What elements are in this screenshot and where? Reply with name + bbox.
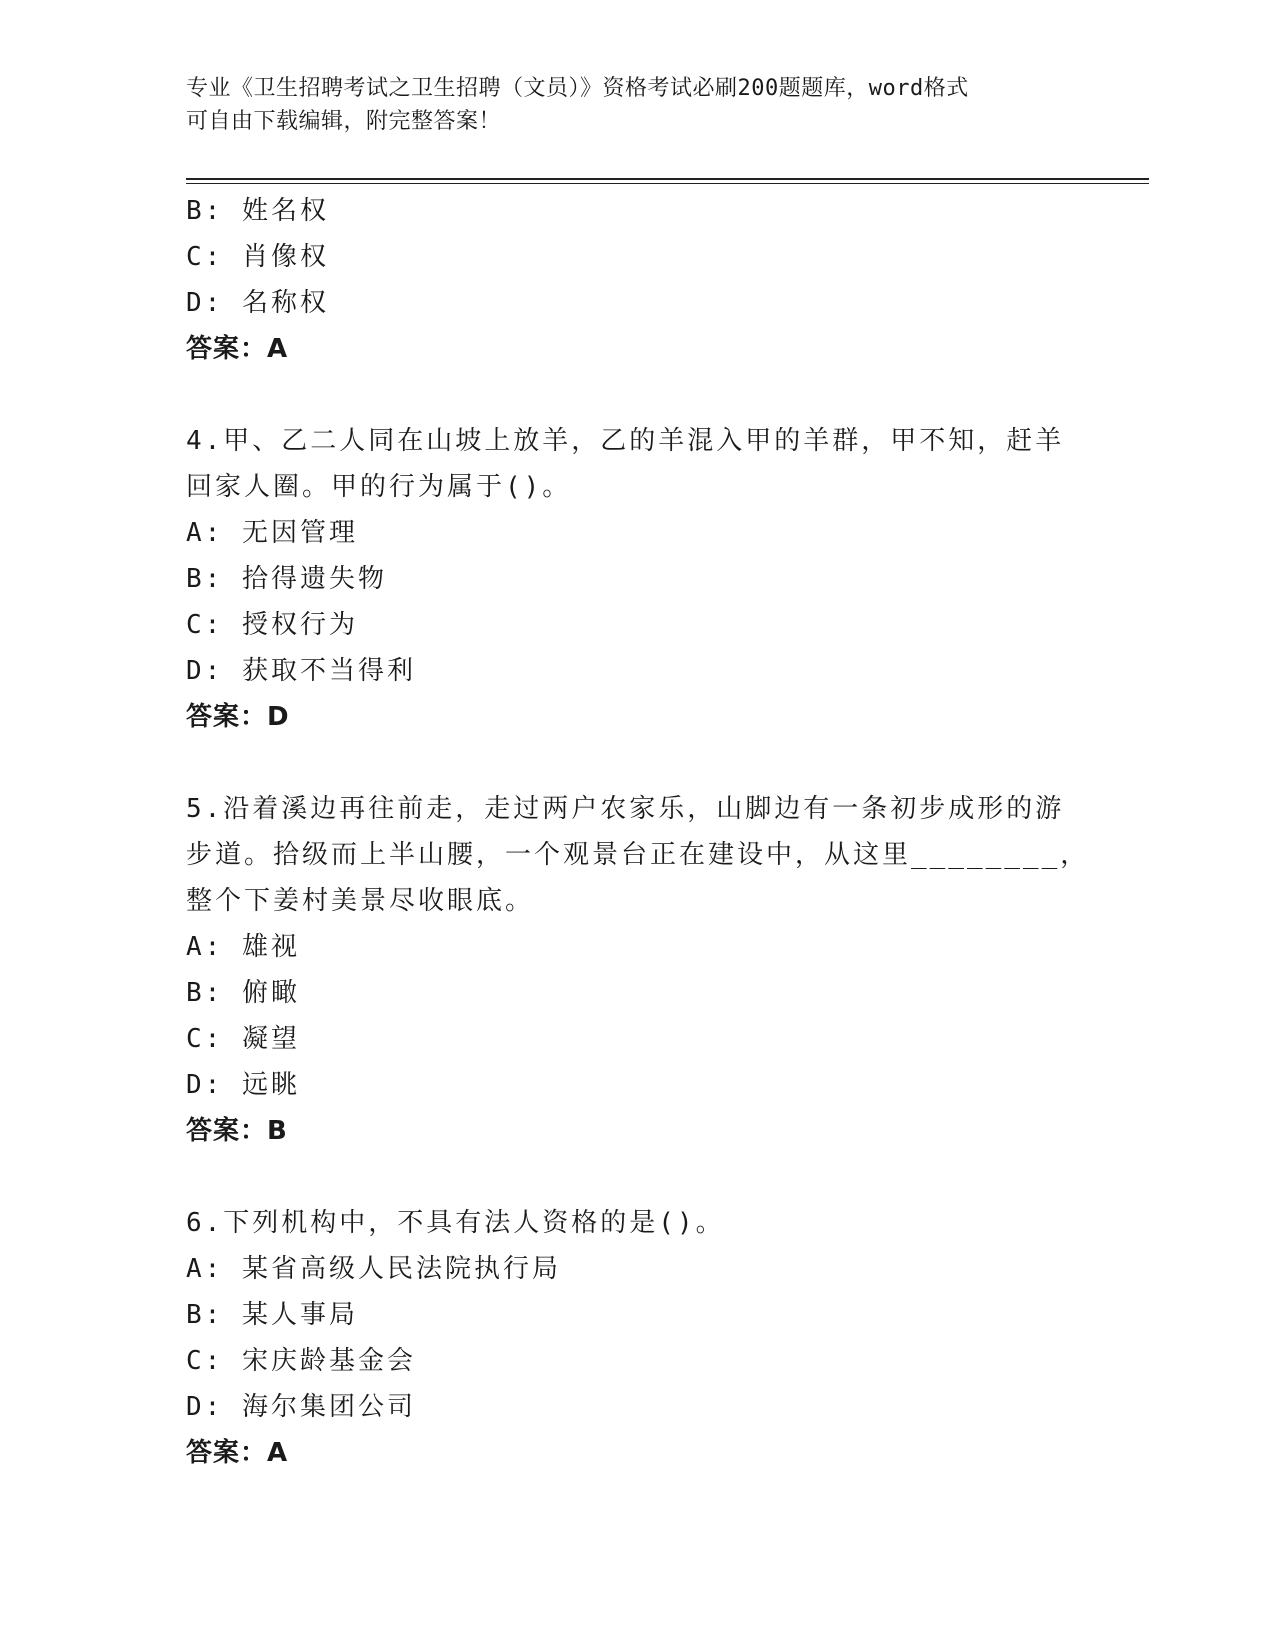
spacer <box>186 740 1086 786</box>
spacer <box>186 372 1086 418</box>
option-b: B: 姓名权 <box>186 196 329 226</box>
question-stem-line: 回家人圈。甲的行为属于()。 <box>186 472 572 502</box>
option-a: A: 某省高级人民法院执行局 <box>186 1254 561 1284</box>
question-3-continued <box>186 188 1086 372</box>
header-line-1: 专业《卫生招聘考试之卫生招聘（文员）》资格考试必刷200题题库，word格式 <box>186 76 969 101</box>
answer-line: 答案：D <box>186 702 290 732</box>
document-body <box>186 188 1090 1476</box>
option-c: C: 授权行为 <box>186 610 358 640</box>
option-c: C: 肖像权 <box>186 242 329 272</box>
option-d: D: 远眺 <box>186 1070 300 1100</box>
option-c: C: 凝望 <box>186 1024 300 1054</box>
question-stem-line: 整个下姜村美景尽收眼底。 <box>186 886 535 916</box>
answer-line: 答案：B <box>186 1116 288 1146</box>
option-b: B: 拾得遗失物 <box>186 564 387 594</box>
option-a: A: 无因管理 <box>186 518 358 548</box>
header-line-2: 可自由下载编辑，附完整答案！ <box>186 109 502 134</box>
question-5 <box>186 786 1090 1154</box>
option-b: B: 俯瞰 <box>186 978 300 1008</box>
option-b: B: 某人事局 <box>186 1300 358 1330</box>
header-divider-thin <box>186 183 1149 184</box>
option-d: D: 名称权 <box>186 288 329 318</box>
question-stem-line: 6.下列机构中，不具有法人资格的是()。 <box>186 1208 725 1238</box>
answer-line: 答案：A <box>186 334 289 364</box>
option-a: A: 雄视 <box>186 932 300 962</box>
option-c: C: 宋庆龄基金会 <box>186 1346 416 1376</box>
option-d: D: 获取不当得利 <box>186 656 416 686</box>
question-stem-line: 4.甲、乙二人同在山坡上放羊，乙的羊混入甲的羊群，甲不知，赶羊 <box>186 426 1065 456</box>
question-stem-line: 步道。拾级而上半山腰，一个观景台正在建设中，从这里________， <box>186 840 1090 870</box>
question-4 <box>186 418 1086 740</box>
answer-line: 答案：A <box>186 1438 289 1468</box>
document-header <box>186 72 1086 138</box>
spacer <box>186 1154 1086 1200</box>
option-d: D: 海尔集团公司 <box>186 1392 416 1422</box>
question-6 <box>186 1200 1086 1476</box>
header-divider-thick <box>186 178 1149 180</box>
question-stem-line: 5.沿着溪边再往前走，走过两户农家乐，山脚边有一条初步成形的游 <box>186 794 1065 824</box>
